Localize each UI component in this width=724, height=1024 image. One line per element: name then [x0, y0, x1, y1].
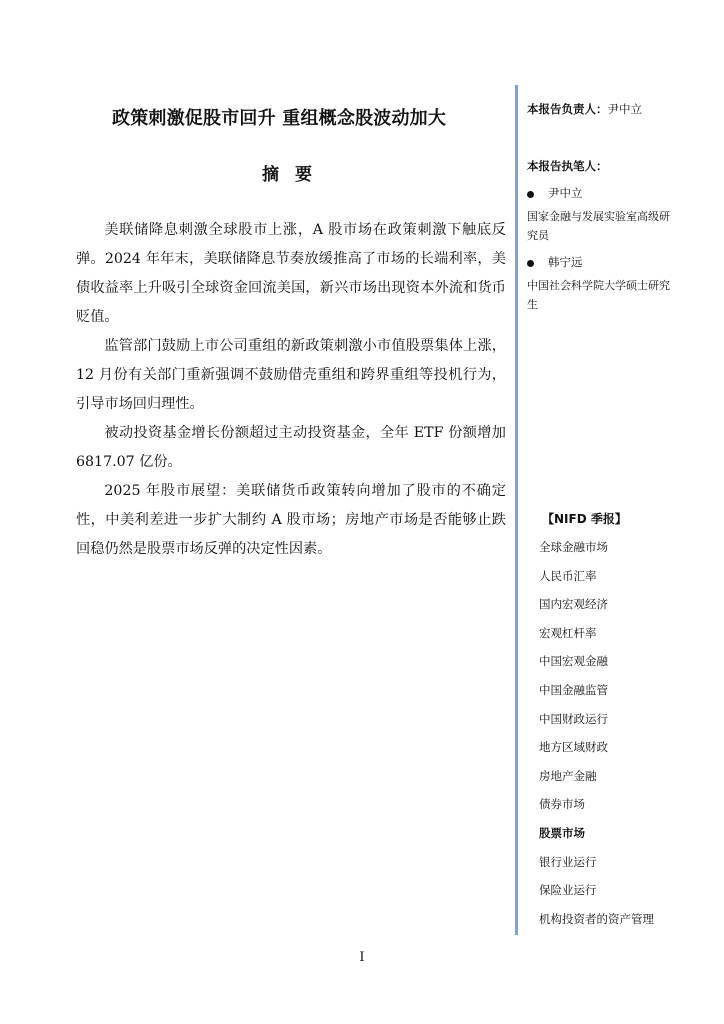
- series-item-active[interactable]: 股票市场: [539, 825, 585, 840]
- series-item[interactable]: 地方区域财政: [539, 740, 608, 755]
- writer-1-affiliation: 国家金融与发展实验室高级研究员: [527, 210, 670, 242]
- abstract-heading: 摘要: [262, 165, 328, 185]
- series-item[interactable]: 中国金融监管: [539, 682, 608, 697]
- abstract-paragraph-1: 美联储降息刺激全球股市上涨，A 股市场在政策刺激下触底反弹。2024 年年末，美联储降息节奏放缓推高了市场的长端利率，美债收益率上升吸引全球资金回流美国，新兴市场出现资本外流和货币贬值。: [76, 222, 506, 325]
- bullet-icon: [527, 191, 534, 198]
- report-lead-label: 本报告负责人：: [527, 102, 608, 116]
- series-item[interactable]: 房地产金融: [539, 768, 597, 783]
- report-lead: [527, 101, 642, 117]
- series-list: [539, 533, 654, 933]
- bullet-icon: [527, 260, 534, 267]
- series-item[interactable]: 债券市场: [539, 797, 585, 812]
- series-item[interactable]: 保险业运行: [539, 883, 597, 898]
- series-item[interactable]: 中国财政运行: [539, 711, 608, 726]
- series-item[interactable]: 银行业运行: [539, 854, 597, 869]
- abstract-body: [76, 216, 506, 564]
- writer-2-affiliation: 中国社会科学院大学硕士研究生: [527, 279, 670, 311]
- sidebar-divider: [515, 85, 518, 935]
- writer-1: [527, 185, 583, 201]
- writers-label: 本报告执笔人：: [527, 159, 608, 173]
- series-item[interactable]: 全球金融市场: [539, 540, 608, 554]
- report-lead-name: 尹中立: [607, 102, 642, 116]
- writer-2: [527, 254, 583, 270]
- series-title: 【NIFD 季报】: [542, 512, 627, 526]
- writer-2-name: 韩宁远: [548, 255, 583, 269]
- abstract-paragraph-3: 被动投资基金增长份额超过主动投资基金，全年 ETF 份额增加 6817.07 亿份。: [76, 425, 506, 470]
- series-item[interactable]: 中国宏观金融: [539, 654, 608, 669]
- series-item[interactable]: 机构投资者的资产管理: [539, 911, 654, 926]
- series-item[interactable]: 宏观杠杆率: [539, 625, 597, 640]
- series-item[interactable]: 人民币汇率: [539, 568, 597, 583]
- writer-1-name: 尹中立: [548, 186, 583, 200]
- report-title: 政策刺激促股市回升 重组概念股波动加大: [112, 108, 447, 129]
- abstract-paragraph-2: 监管部门鼓励上市公司重组的新政策刺激小市值股票集体上涨，12 月份有关部门重新强调不鼓励借壳重组和跨界重组等投机行为，引导市场回归理性。: [76, 338, 506, 412]
- page-number: I: [359, 950, 365, 965]
- abstract-paragraph-4: 2025 年股市展望：美联储货币政策转向增加了股市的不确定性，中美利差进一步扩大制约 A 股市场；房地产市场是否能够止跌回稳仍然是股票市场反弹的决定性因素。: [76, 483, 506, 557]
- series-item[interactable]: 国内宏观经济: [539, 597, 608, 612]
